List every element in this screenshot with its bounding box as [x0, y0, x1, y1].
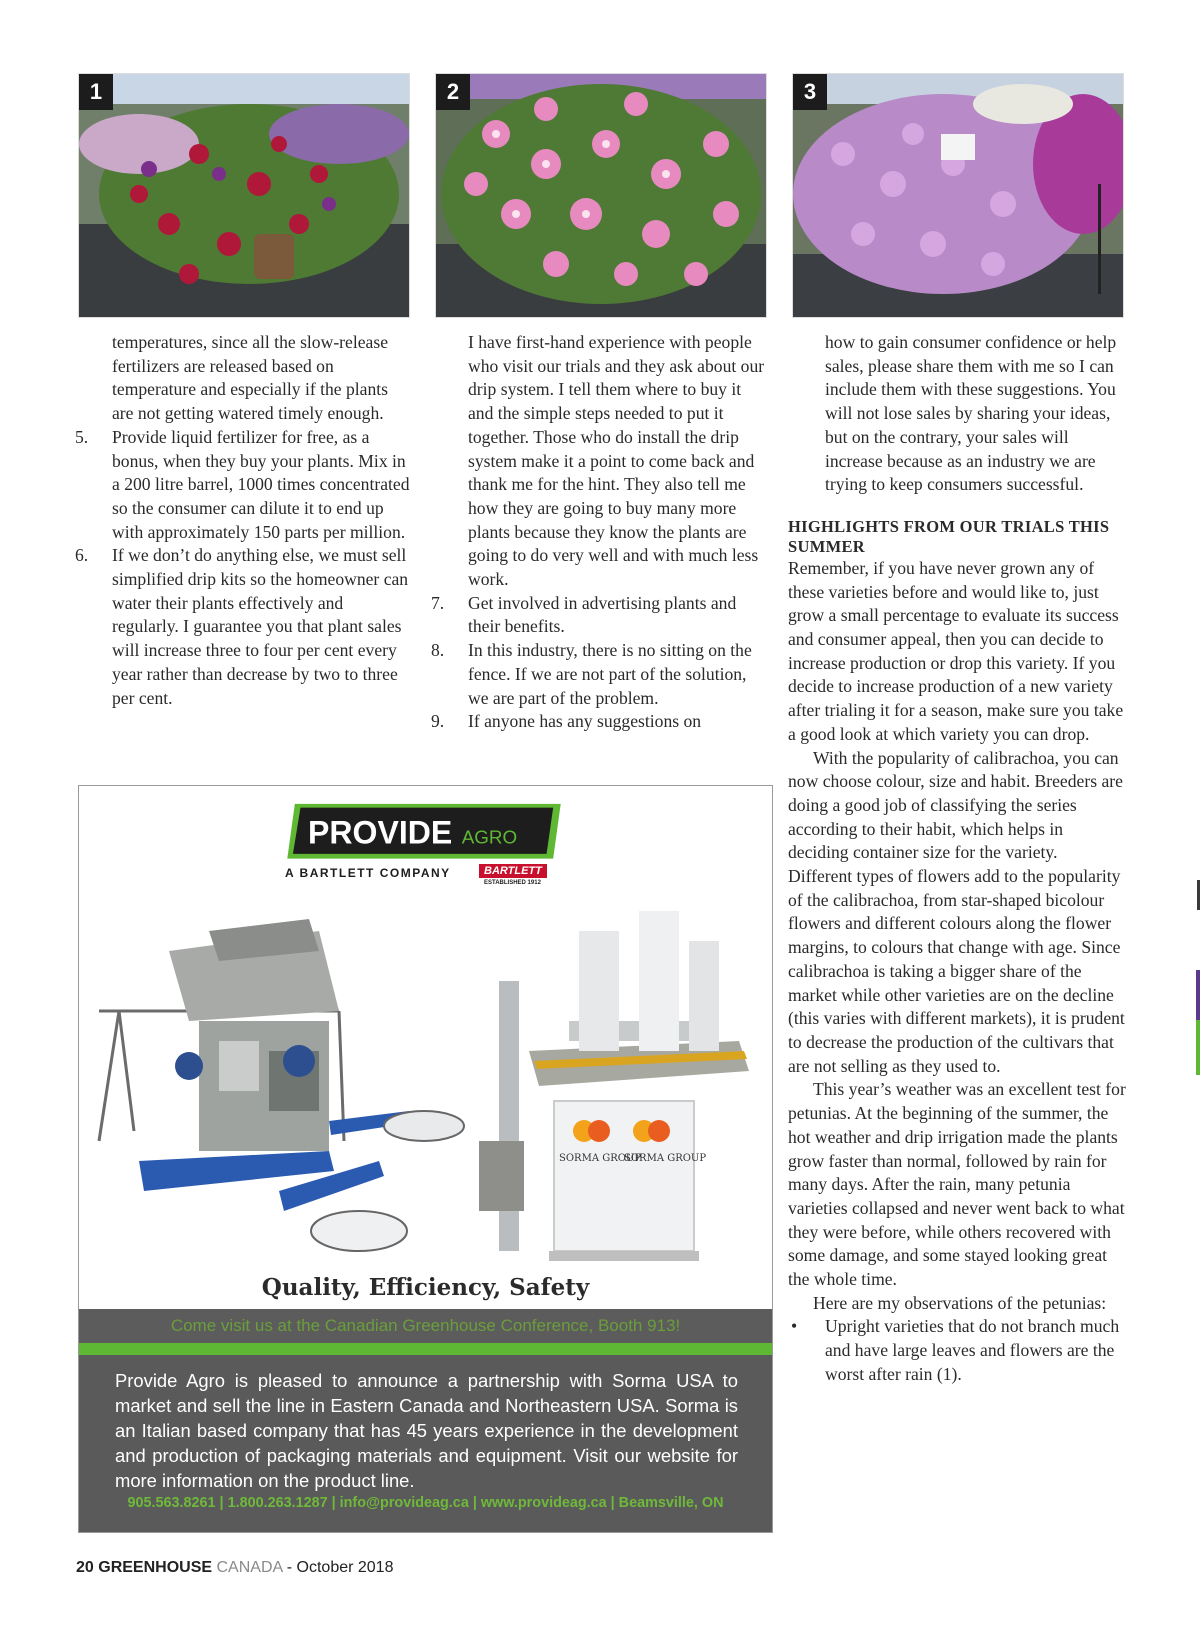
issue-date: - October 2018: [286, 1559, 394, 1576]
paragraph: temperatures, since all the slow-release fertilizers are released based on temperature and especially if the plants are not getting watered timely enough.: [112, 332, 389, 424]
ad-body-text: Provide Agro is pleased to announce a partnership with Sorma USA to market and sell the line in Eastern Canada and Northeastern USA. Sorma is an Italian based company that has 45 years experience in the development and production of packaging materials and equipment. Visit our website for more information on the product line.: [115, 1370, 738, 1491]
list-item-text: Provide liquid fertilizer for free, as a bonus, when they buy your plants. Mix in a 200 litre barrel, 1000 times concentrated so the consumer can dilute it to end up with approximately 150 parts per million.: [112, 426, 410, 542]
list-number: 9.: [431, 711, 445, 732]
green-divider: [79, 1343, 772, 1355]
page-number: 20: [76, 1559, 94, 1576]
ad-info-box: [79, 1355, 772, 1532]
photo-number-badge: 1: [79, 74, 113, 110]
photo-number-badge: 3: [793, 74, 827, 110]
list-item-text: Get involved in advertising plants and their benefits.: [468, 592, 737, 637]
logo-company-line: [279, 866, 579, 890]
logo-text: PROVIDE: [308, 814, 453, 851]
provide-agro-logo: [279, 802, 569, 868]
list-number: 8.: [431, 640, 445, 661]
bartlett-established: ESTABLISHED 1912: [484, 880, 541, 886]
bullet-text: Upright varieties that do not branch much and have large leaves and flowers are the worst after rain (1).: [825, 1316, 1120, 1384]
magazine-name-suffix: CANADA: [216, 1559, 283, 1576]
logo-subtext: AGRO: [461, 826, 518, 848]
list-item-text: If anyone has any suggestions on: [468, 711, 702, 732]
list-number: 5.: [75, 426, 89, 447]
petunia-photo-3: [792, 73, 1124, 318]
conference-banner: [79, 1309, 772, 1343]
sorma-label: SORMA GROUP: [559, 1153, 642, 1164]
bartlett-logo: BARTLETT: [479, 864, 547, 878]
page-footer: [76, 1559, 393, 1577]
list-item-text: In this industry, there is no sitting on the fence. If we are not part of the solution, we are part of the problem.: [468, 640, 752, 708]
packaging-machines-image: [79, 891, 772, 1271]
text-column-3: [788, 331, 1126, 1387]
list-item: [431, 710, 769, 734]
page-edge-marker: [1196, 970, 1200, 1020]
petunia-photo-1: [78, 73, 410, 318]
page-edge-marker: [1196, 1020, 1200, 1075]
conference-text: Come visit us at the Canadian Greenhouse Conference, Booth 913!: [170, 1316, 681, 1335]
logo-company-text: A BARTLETT COMPANY: [285, 866, 451, 880]
text-column-2: [431, 331, 769, 734]
paragraph: With the popularity of calibrachoa, you can now choose colour, size and habit. Breeders are doing a good job of classifying the series according to their habit, which helps in deciding container size for the variety. Different types of flowers add to the popularity of the calibrachoa, from star-shaped bicolour flowers and different colours along the flower margins, to colours that change with age. Since calibrachoa is taking a bigger share of the market while other varieties are on the decline (this varies with different markets), it is prudent to decrease the production of the cultivars that are not selling as they used to.: [788, 747, 1125, 1076]
list-item: [431, 592, 769, 639]
list-item-text: If we don’t do anything else, we must sell simplified drip kits so the homeowner can water their plants effectively and regularly. I guarantee you that plant sales will increase three to four per cent every year rather than decrease by two to three per cent.: [112, 545, 409, 708]
list-item: [431, 639, 769, 710]
petunia-photo-2: [435, 73, 767, 318]
list-number: 6.: [75, 545, 89, 566]
ad-contact-line[interactable]: 905.563.8261 | 1.800.263.1287 | info@provideag.ca | www.provideag.ca | Beamsville, ON: [127, 1495, 724, 1511]
list-number: 7.: [431, 592, 445, 613]
list-item: [75, 544, 413, 710]
photo-number-badge: 2: [436, 74, 470, 110]
list-item: [75, 426, 413, 545]
paragraph: Here are my observations of the petunias:: [813, 1292, 1107, 1313]
text-column-1: [75, 331, 413, 710]
bullet-item: [788, 1315, 1126, 1386]
paragraph: I have first-hand experience with people who visit our trials and they ask about our drip system. I tell them where to buy it and the simple steps needed to put it together. Those who do install the drip system make it a point to come back and thank me for the hint. They also tell me how they are going to buy many more plants because they know the plants are going to do very well and with much less work.: [468, 332, 765, 590]
sorma-label: SORMA GROUP: [624, 1153, 707, 1164]
paragraph: how to gain consumer confidence or help sales, please share them with me so I can include them with these suggestions. You will not lose sales by sharing your ideas, but on the contrary, your sales will increase because as an industry we are trying to keep consumers successful.: [825, 332, 1117, 495]
magazine-name: GREENHOUSE: [98, 1559, 213, 1576]
provide-agro-advertisement[interactable]: [78, 785, 773, 1533]
bullet-icon: •: [791, 1316, 798, 1337]
ad-tagline: Quality, Efficiency, Safety: [261, 1274, 590, 1301]
section-heading: HIGHLIGHTS FROM OUR TRIALS THIS SUMMER: [788, 516, 1110, 556]
paragraph: Remember, if you have never grown any of these varieties before and would like to, just grow a small percentage to evaluate its success and consumer appeal, then you can decide to increase production or drop this variety. If you decide to increase production of a new variety after trialing it for a season, make sure you take a good look at which variety you can drop.: [788, 557, 1124, 744]
paragraph: This year’s weather was an excellent test for petunias. At the beginning of the summer, the hot weather and drip irrigation made the plants grow faster than normal, followed by rain for many days. After the rain, many petunia varieties collapsed and never went back to what they were before, while others recovered with some damage, and some stayed looking great the whole time.: [788, 1079, 1126, 1290]
